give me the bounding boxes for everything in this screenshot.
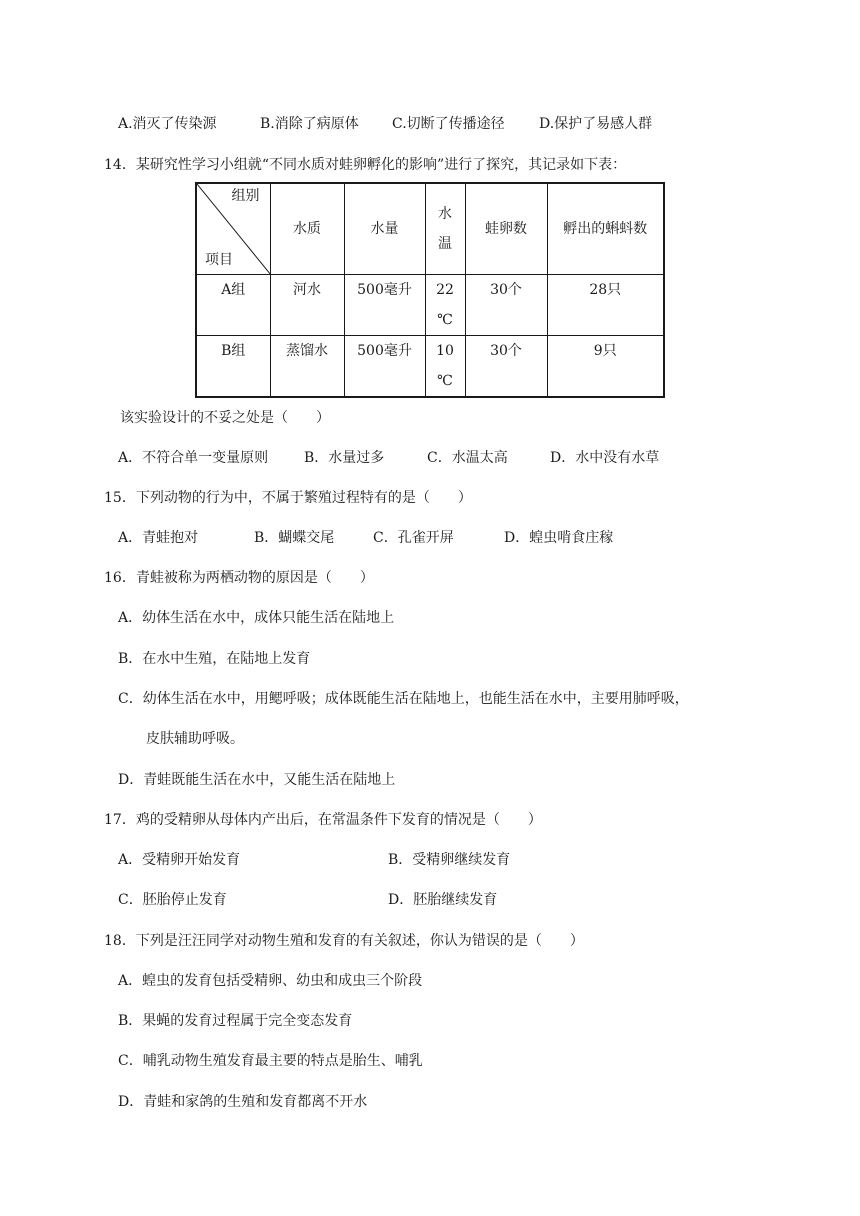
- q15-option-c: C．孔雀开屏: [373, 530, 454, 546]
- q18-option-d: D．青蛙和家鸽的生殖和发育都离不开水: [118, 1094, 368, 1110]
- q14-option-b: B．水量过多: [304, 450, 385, 466]
- q14-option-d: D．水中没有水草: [550, 450, 660, 466]
- q16-option-a: A．幼体生活在水中，成体只能生活在陆地上: [118, 610, 395, 626]
- header-volume: 水量: [344, 183, 425, 274]
- q18-option-b: B．果蝇的发育过程属于完全变态发育: [118, 1013, 353, 1029]
- q15-option-a: A．青蛙抱对: [118, 530, 199, 546]
- header-quality: 水质: [270, 183, 344, 274]
- q17-option-c: C．胚胎停止发育: [118, 892, 227, 908]
- q16-stem: 16．青蛙被称为两栖动物的原因是（ ）: [104, 570, 374, 586]
- cell-volume: 500毫升: [344, 274, 425, 335]
- q13-option-c: C.切断了传播途径: [392, 116, 505, 132]
- cell-tadpoles: 9只: [547, 335, 664, 397]
- table-corner-cell: [196, 183, 270, 274]
- corner-bottom-label: 项目: [205, 251, 233, 268]
- q15-option-b: B．蝴蝶交尾: [254, 530, 335, 546]
- q16-option-c: C．幼体生活在水中，用鳃呼吸；成体既能生活在陆地上，也能生活在水中，主要用肺呼吸，: [118, 691, 689, 707]
- corner-top-label: 组别: [231, 188, 260, 204]
- q17-option-a: A．受精卵开始发育: [118, 852, 241, 868]
- header-temp-char-2: 温: [438, 235, 452, 252]
- q13-option-b: B.消除了病原体: [260, 116, 359, 132]
- cell-temp-unit: ℃: [437, 311, 453, 328]
- q18-option-c: C．哺乳动物生殖发育最主要的特点是胎生、哺乳: [118, 1053, 423, 1069]
- q13-option-a: A.消灭了传染源: [118, 116, 217, 132]
- q14-question: 该实验设计的不妥之处是（ ）: [120, 410, 330, 426]
- q16-option-c-continued: 皮肤辅助呼吸。: [146, 731, 244, 747]
- q16-option-b: B．在水中生殖，在陆地上发育: [118, 651, 311, 667]
- header-temp: [425, 183, 465, 274]
- experiment-table: [195, 182, 665, 398]
- cell-temp-value: 22: [436, 281, 454, 298]
- cell-temp-value: 10: [436, 342, 454, 359]
- header-temp-char-1: 水: [438, 205, 452, 222]
- cell-tadpoles: 28只: [547, 274, 664, 335]
- q18-stem: 18．下列是汪汪同学对动物生殖和发育的有关叙述，你认为错误的是（ ）: [104, 933, 584, 949]
- q18-option-a: A．蝗虫的发育包括受精卵、幼虫和成虫三个阶段: [118, 973, 423, 989]
- cell-eggs: 30个: [465, 335, 547, 397]
- q17-option-d: D．胚胎继续发育: [388, 892, 498, 908]
- cell-eggs: 30个: [465, 274, 547, 335]
- q15-option-d: D．蝗虫啃食庄稼: [504, 530, 614, 546]
- table-header-row: [196, 183, 664, 274]
- cell-temp: [425, 274, 465, 335]
- q13-option-d: D.保护了易感人群: [539, 116, 653, 132]
- cell-temp: [425, 335, 465, 397]
- table-row-a: [196, 274, 664, 335]
- header-tadpoles: 孵出的蝌蚪数: [547, 183, 664, 274]
- q14-stem: 14．某研究性学习小组就“不同水质对蛙卵孵化的影响”进行了探究，其记录如下表：: [104, 157, 627, 173]
- cell-volume: 500毫升: [344, 335, 425, 397]
- cell-group: A组: [196, 274, 270, 335]
- cell-temp-unit: ℃: [437, 372, 453, 389]
- q14-option-a: A．不符合单一变量原则: [118, 450, 269, 466]
- table-row-b: [196, 335, 664, 397]
- cell-quality: 河水: [270, 274, 344, 335]
- q17-option-b: B．受精卵继续发育: [388, 852, 511, 868]
- q14-option-c: C．水温太高: [427, 450, 508, 466]
- q16-option-d: D．青蛙既能生活在水中，又能生活在陆地上: [118, 772, 396, 788]
- q17-stem: 17．鸡的受精卵从母体内产出后，在常温条件下发育的情况是（ ）: [104, 812, 542, 828]
- header-eggs: 蛙卵数: [465, 183, 547, 274]
- cell-quality: 蒸馏水: [270, 335, 344, 397]
- q15-stem: 15．下列动物的行为中，不属于繁殖过程特有的是（ ）: [104, 490, 472, 506]
- cell-group: B组: [196, 335, 270, 397]
